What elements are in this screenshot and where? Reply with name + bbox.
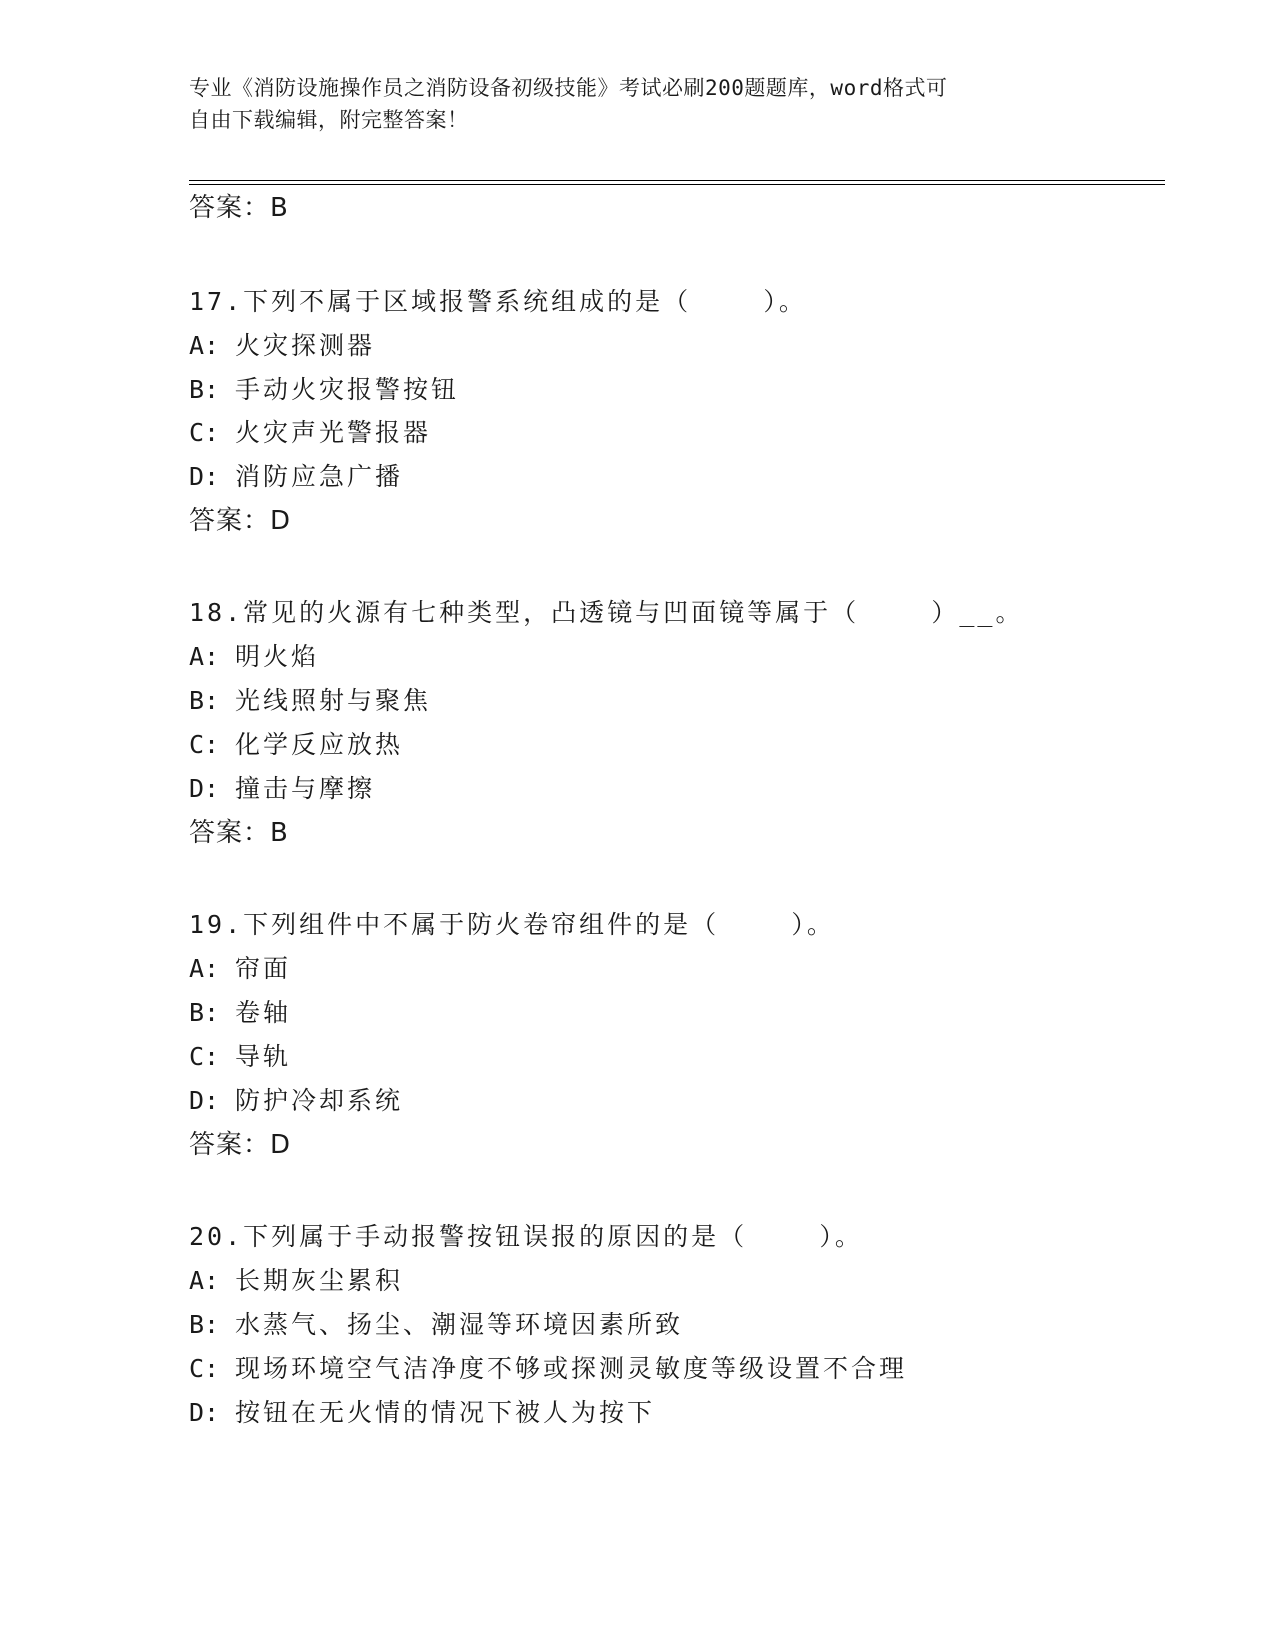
option-17-a bbox=[189, 331, 375, 361]
option-label: C: bbox=[189, 418, 220, 447]
answer-16: 答案：B bbox=[189, 193, 289, 223]
option-17-c bbox=[189, 418, 431, 448]
option-text: 现场环境空气洁净度不够或探测灵敏度等级设置不合理 bbox=[235, 1354, 908, 1383]
question-20: 20.下列属于手动报警按钮误报的原因的是（ ）。 bbox=[189, 1222, 863, 1251]
answer-17: 答案：D bbox=[189, 506, 292, 536]
option-19-c bbox=[189, 1042, 291, 1072]
option-text: 化学反应放热 bbox=[235, 730, 404, 759]
option-label: A: bbox=[189, 642, 220, 671]
question-17: 17.下列不属于区域报警系统组成的是（ ）。 bbox=[189, 287, 807, 316]
answer-18: 答案：B bbox=[189, 818, 289, 848]
answer-19: 答案：D bbox=[189, 1130, 292, 1160]
option-text: 火灾声光警报器 bbox=[235, 418, 432, 447]
option-label: C: bbox=[189, 1042, 220, 1071]
option-label: C: bbox=[189, 1354, 220, 1383]
option-20-a bbox=[189, 1266, 403, 1296]
option-text: 撞击与摩擦 bbox=[235, 774, 376, 803]
option-18-c bbox=[189, 730, 403, 760]
option-text: 水蒸气、扬尘、潮湿等环境因素所致 bbox=[235, 1310, 684, 1339]
option-19-d bbox=[189, 1086, 403, 1116]
option-20-c bbox=[189, 1354, 907, 1384]
option-text: 明火焰 bbox=[235, 642, 320, 671]
header-line-2: 自由下载编辑，附完整答案！ bbox=[189, 108, 469, 132]
option-label: D: bbox=[189, 462, 220, 491]
option-label: D: bbox=[189, 1398, 220, 1427]
option-label: A: bbox=[189, 954, 220, 983]
option-19-b bbox=[189, 998, 291, 1028]
page-header bbox=[189, 72, 1069, 136]
option-text: 帘面 bbox=[235, 954, 292, 983]
option-text: 卷轴 bbox=[235, 998, 292, 1027]
option-20-d bbox=[189, 1398, 655, 1428]
option-label: C: bbox=[189, 730, 220, 759]
option-label: A: bbox=[189, 1266, 220, 1295]
header-divider-top bbox=[189, 180, 1165, 181]
question-18: 18.常见的火源有七种类型，凸透镜与凹面镜等属于（ ）__。 bbox=[189, 598, 1024, 627]
option-text: 火灾探测器 bbox=[235, 331, 376, 360]
option-text: 手动火灾报警按钮 bbox=[235, 375, 460, 404]
option-17-b bbox=[189, 375, 459, 405]
option-18-a bbox=[189, 642, 319, 672]
header-line-1: 专业《消防设施操作员之消防设备初级技能》考试必刷200题题库，word格式可 bbox=[189, 76, 948, 100]
option-18-d bbox=[189, 774, 375, 804]
option-text: 长期灰尘累积 bbox=[235, 1266, 404, 1295]
option-text: 消防应急广播 bbox=[235, 462, 404, 491]
header-divider-bottom bbox=[189, 184, 1165, 185]
option-label: B: bbox=[189, 686, 220, 715]
question-19: 19.下列组件中不属于防火卷帘组件的是（ ）。 bbox=[189, 910, 835, 939]
option-text: 按钮在无火情的情况下被人为按下 bbox=[235, 1398, 656, 1427]
option-label: A: bbox=[189, 331, 220, 360]
option-text: 导轨 bbox=[235, 1042, 292, 1071]
option-18-b bbox=[189, 686, 431, 716]
option-19-a bbox=[189, 954, 291, 984]
option-label: B: bbox=[189, 998, 220, 1027]
option-label: D: bbox=[189, 774, 220, 803]
option-17-d bbox=[189, 462, 403, 492]
option-text: 光线照射与聚焦 bbox=[235, 686, 432, 715]
option-20-b bbox=[189, 1310, 683, 1340]
option-label: B: bbox=[189, 1310, 220, 1339]
option-text: 防护冷却系统 bbox=[235, 1086, 404, 1115]
option-label: B: bbox=[189, 375, 220, 404]
option-label: D: bbox=[189, 1086, 220, 1115]
